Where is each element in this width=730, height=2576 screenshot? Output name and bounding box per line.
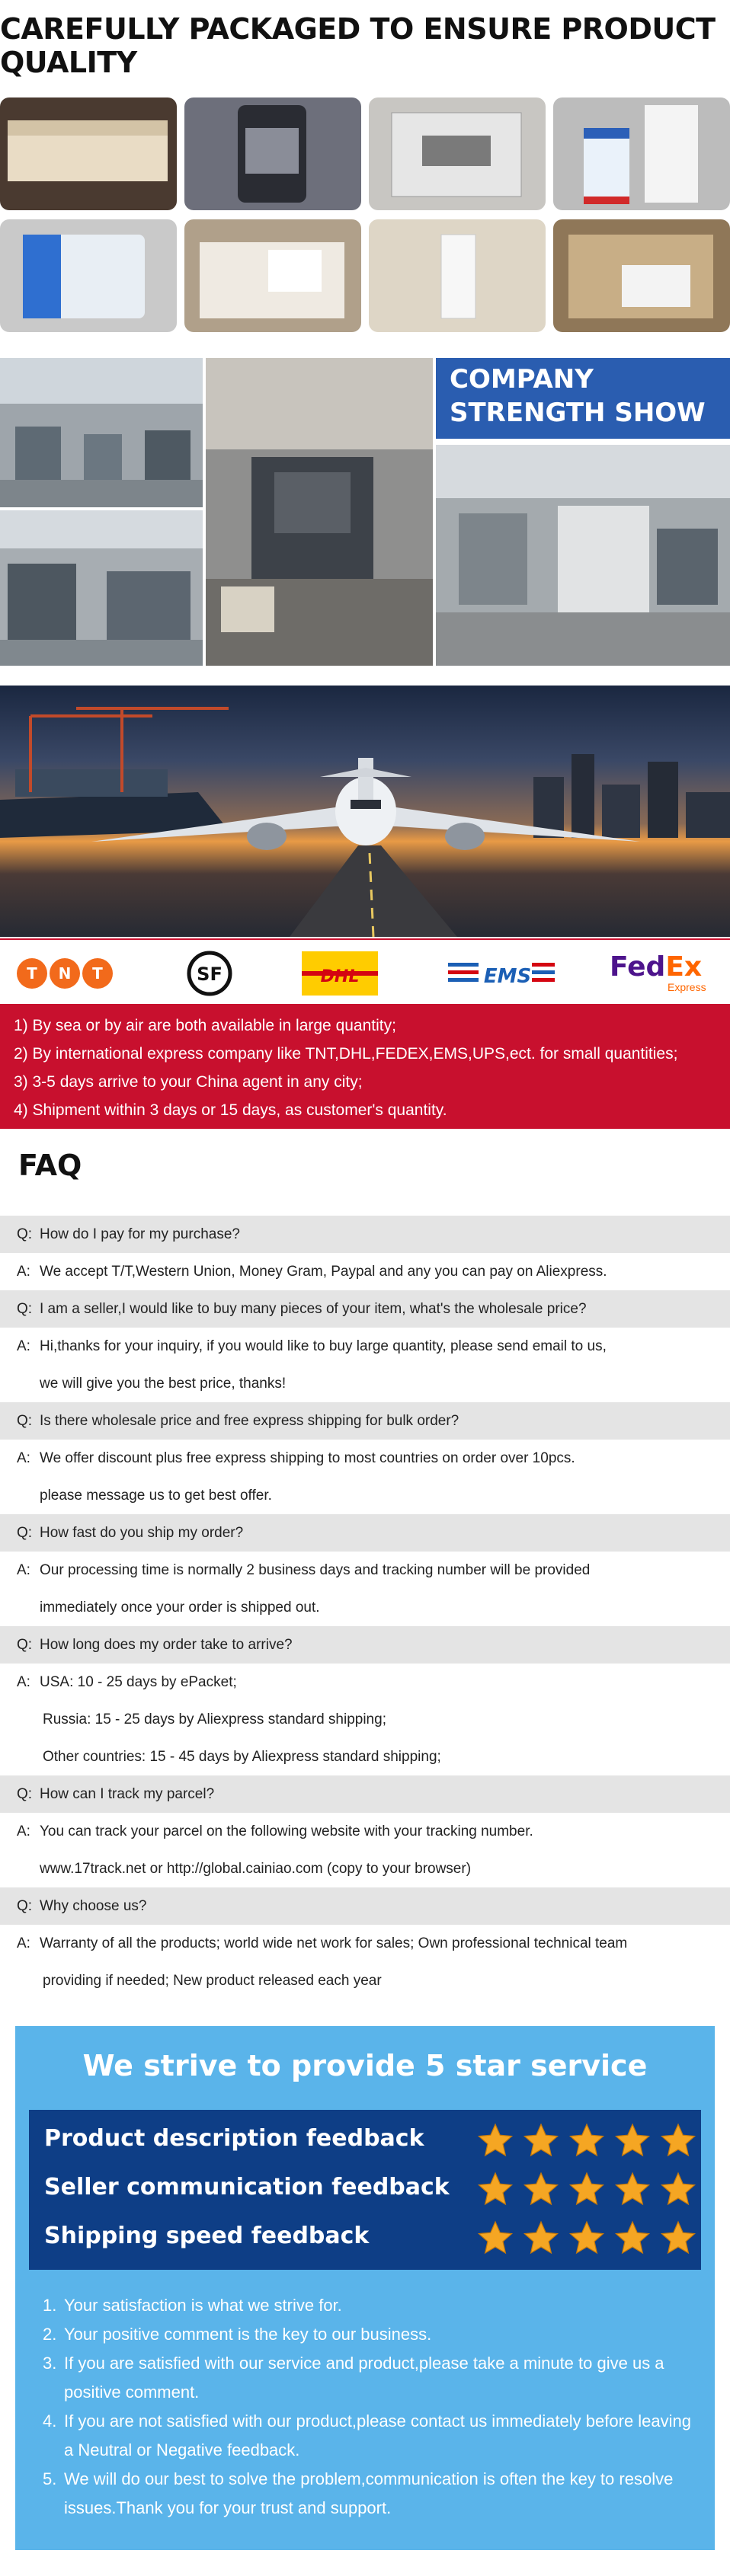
packaging-photo-7 [369, 219, 546, 332]
svg-text:T: T [27, 964, 37, 983]
star-icon [568, 2122, 605, 2159]
faq-question-4: Q: How fast do you ship my order? [0, 1514, 730, 1552]
faq-answer-3: A: We offer discount plus free express shipping to most countries on order over 10pcs. [0, 1440, 730, 1477]
faq-answer-6-cont: www.17track.net or http://global.cainiao.com (copy to your browser) [0, 1850, 730, 1887]
fedex-express: Express [668, 981, 706, 993]
feedback-ratings-box [29, 2110, 701, 2270]
faq-answer-4-cont: immediately once your order is shipped out. [0, 1589, 730, 1626]
faq-answer-5-cont-1: Russia: 15 - 25 days by Aliexpress standard shipping; [0, 1701, 730, 1738]
rating-label: Product description feedback [44, 2125, 424, 2152]
faq-answer-2-cont: we will give you the best price, thanks! [0, 1365, 730, 1402]
feedback-note-1: 1. Your satisfaction is what we strive for. [43, 2296, 342, 2315]
faq-question-2: Q: I am a seller,I would like to buy many pieces of your item, what's the wholesale price? [0, 1290, 730, 1328]
rating-row-communication [29, 2166, 701, 2212]
tnt-logo [15, 951, 114, 996]
shipping-info [0, 1005, 730, 1129]
star-icon [477, 2171, 514, 2207]
fedex-logo [610, 951, 716, 996]
sf-logo [183, 951, 236, 996]
factory-photo-2 [0, 510, 203, 666]
factory-photo-3 [206, 358, 433, 666]
airplane-cargo-banner [0, 686, 730, 937]
fedex-fed: Fed [610, 951, 666, 983]
star-icon [523, 2122, 559, 2159]
feedback-note-3: 3. If you are satisfied with our service and product,please take a minute to give us a positive comment. [43, 2354, 664, 2402]
faq-answer-3-cont: please message us to get best offer. [0, 1477, 730, 1514]
star-icon [614, 2220, 651, 2256]
star-icon [477, 2122, 514, 2159]
shipping-line-2: 2) By international express company like TNT,DHL,FEDEX,EMS,UPS,ect. for small quantities; [14, 1045, 678, 1063]
faq-question-6: Q: How can I track my parcel? [0, 1775, 730, 1813]
faq-answer-1: A: We accept T/T,Western Union, Money Gram, Paypal and any you can pay on Aliexpress. [0, 1253, 730, 1290]
star-rating [477, 2122, 696, 2159]
factory-photo-1 [0, 358, 203, 507]
faq-question-7: Q: Why choose us? [0, 1887, 730, 1925]
faq-title: FAQ [18, 1149, 82, 1182]
star-icon [614, 2171, 651, 2207]
faq-answer-2: A: Hi,thanks for your inquiry, if you would like to buy large quantity, please send email to us, [0, 1328, 730, 1365]
packaging-photo-3 [369, 97, 546, 210]
rating-label: Shipping speed feedback [44, 2223, 370, 2249]
banner-line-1: COMPANY [450, 364, 594, 395]
faq-answer-6: A: You can track your parcel on the following website with your tracking number. [0, 1813, 730, 1850]
svg-text:N: N [58, 964, 72, 983]
faq-answer-7-cont: providing if needed; New product released each year [0, 1962, 730, 1999]
fedex-ex: Ex [665, 951, 703, 983]
carrier-logos [0, 938, 730, 1005]
shipping-line-4: 4) Shipment within 3 days or 15 days, as customer's quantity. [14, 1101, 447, 1119]
packaging-photo-6 [184, 219, 361, 332]
star-icon [523, 2171, 559, 2207]
ems-logo [448, 951, 555, 996]
faq-question-1: Q: How do I pay for my purchase? [0, 1216, 730, 1253]
rating-row-shipping [29, 2215, 701, 2261]
star-icon [660, 2171, 696, 2207]
factory-photo-4 [436, 445, 730, 666]
star-icon [660, 2122, 696, 2159]
rating-label: Seller communication feedback [44, 2174, 450, 2200]
star-icon [477, 2220, 514, 2256]
svg-text:SF: SF [197, 964, 223, 985]
feedback-note-5: 5. We will do our best to solve the problem,communication is often the key to resolve issues.Thank you for your trust and support. [43, 2469, 674, 2517]
faq-list [0, 1216, 730, 1999]
packaging-photo-8 [553, 219, 730, 332]
shipping-line-3: 3) 3-5 days arrive to your China agent in any city; [14, 1073, 363, 1091]
star-icon [568, 2220, 605, 2256]
packaging-title: CAREFULLY PACKAGED TO ENSURE PRODUCT QUALITY [0, 12, 716, 79]
svg-text:T: T [92, 964, 103, 983]
feedback-note-2: 2. Your positive comment is the key to our business. [43, 2325, 432, 2344]
star-icon [523, 2220, 559, 2256]
dhl-logo [302, 951, 378, 996]
packaging-photo-5 [0, 219, 177, 332]
feedback-title: We strive to provide 5 star service [82, 2049, 648, 2082]
feedback-note-4: 4. If you are not satisfied with our product,please contact us immediately before leaving a Neutral or Negative feedback. [43, 2411, 692, 2459]
faq-answer-5: A: USA: 10 - 25 days by ePacket; [0, 1664, 730, 1701]
packaging-photo-grid [0, 97, 730, 289]
svg-text:DHL: DHL [320, 967, 360, 986]
star-icon [660, 2220, 696, 2256]
star-icon [614, 2122, 651, 2159]
faq-answer-7: A: Warranty of all the products; world wide net work for sales; Own professional technical team [0, 1925, 730, 1962]
star-rating [477, 2220, 696, 2256]
shipping-line-1: 1) By sea or by air are both available in large quantity; [14, 1017, 396, 1034]
faq-question-5: Q: How long does my order take to arrive? [0, 1626, 730, 1664]
packaging-photo-2 [184, 97, 361, 210]
faq-question-3: Q: Is there wholesale price and free express shipping for bulk order? [0, 1402, 730, 1440]
svg-text:EMS: EMS [483, 965, 532, 988]
faq-answer-5-cont-2: Other countries: 15 - 45 days by Aliexpress standard shipping; [0, 1738, 730, 1775]
packaging-photo-1 [0, 97, 177, 210]
banner-line-2: STRENGTH SHOW [450, 398, 706, 428]
packaging-photo-4 [553, 97, 730, 210]
company-strength-banner [436, 358, 730, 442]
feedback-section [15, 2026, 715, 2550]
faq-answer-4: A: Our processing time is normally 2 business days and tracking number will be provided [0, 1552, 730, 1589]
star-rating [477, 2171, 696, 2207]
rating-row-product [29, 2117, 701, 2163]
company-strength-section [0, 358, 730, 666]
feedback-notes [43, 2291, 698, 2523]
star-icon [568, 2171, 605, 2207]
